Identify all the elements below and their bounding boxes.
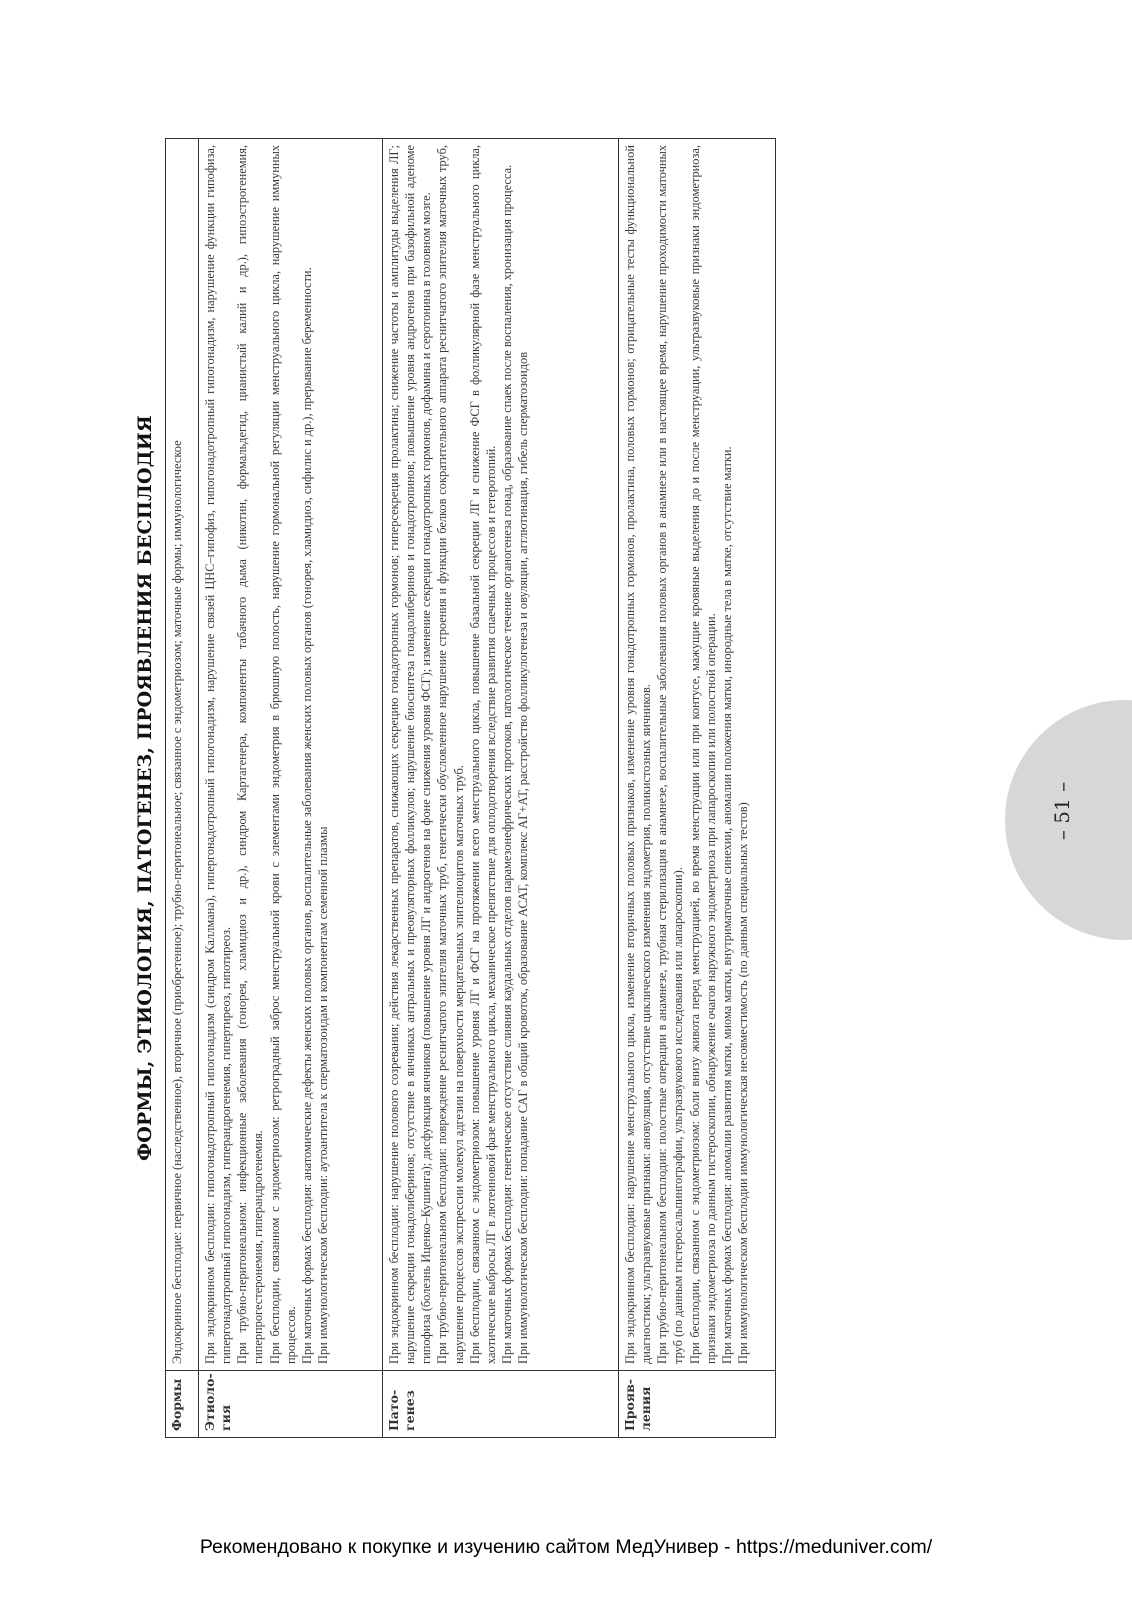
infertility-table: [165, 138, 776, 1438]
table-row-etiology: [199, 139, 383, 1438]
paragraph: При эндокринном бесплодии: нарушение полового созревания; действия лекарственных препаратов, снижающих секрецию гонадотропных гормонов; гиперсекреция пролактина; снижение частоты и амплитуды выделения ЛГ; нарушение секреции гонадолиберинов; отсутствие в яичниках антральных и преовуляторных фолликулов; нарушение биосинтеза гонадолиберинов и гонадотропинов; повышение уровня андрогенов при базофильной аденоме гипофиза (болезнь Иценко–Кушинга); дисфункция яичников (повышение уровня ЛГ и андрогенов на фоне снижения уровня ФСГ); изменение секреции гонадотропных гормонов, дофамина и серотонина в головном мозге.: [387, 145, 434, 1364]
paragraph: При трубно-перитонеальном бесплодии: повреждение реснитчатого эпителия маточных труб, генетически обусловленное нарушение строения и функции белков сократительного аппарата реснитчатого эпителия маточных труб, нарушение процессов экспрессии молекул адгезии на поверхности мерцательных эпителиоцитов маточных труб.: [435, 145, 466, 1364]
paragraph: При трубно-перитонеальном: инфекционные заболевания (гонорея, хламидиоз и др.), синдром Картагенера, компоненты табачного дыма (никотин, формальдегид, цианистый калий и др.), гипоэстрогенемия, гиперпрогестеронемия, гиперандрогенемия.: [235, 145, 266, 1364]
paragraph: При иммунологическом бесплодии: попадание САГ в общий кровоток, образование АСАТ, комплекс АГ+АТ, расстройство фолликулогенеза и овуляции, агглютинация, гибель сперматозоидов: [516, 351, 530, 1364]
page-title: ФОРМЫ, ЭТИОЛОГИЯ, ПАТОГЕНЕЗ, ПРОЯВЛЕНИЯ БЕСПЛОДИЯ: [134, 415, 156, 1161]
paragraph: При бесплодии, связанном с эндометриозом: повышение уровня ЛГ и ФСГ на протяжении всего менструального цикла, повышение базальной секреции ЛГ и снижение ФСГ в фолликулярной фазе менструального цикла, хаотические выбросы ЛГ в лютеиновой фазе менструального цикла, механическое препятствие для оплодотворения вследствие развития спаечных процессов и гетеротопий.: [467, 145, 498, 1364]
table-row-forms: [166, 139, 199, 1438]
table-row-manifestations: [619, 139, 776, 1438]
paragraph: При маточных формах бесплодия: аномалии развития матки, миома матки, внутриматочные синехии, аномалии положения матки, инородные тела в матке, отсутствие матки.: [719, 446, 734, 1364]
paragraph: При эндокринном бесплодии: нарушение менструального цикла, изменение вторичных половых признаков, изменение уровня гонадотропных гормонов, пролактина, половых гормонов; отрицательные тесты функциональной диагностики; ультразвуковые признаки: ановуляция, отсутствие циклического изменения эндометрия, поликистозных яичников.: [623, 145, 654, 1364]
paragraph: При иммунологическом бесплодии: аутоантитела к сперматозоидам и компонентам семенной плазмы: [315, 826, 330, 1364]
paragraph: При эндокринном бесплодии: гипогонадотропный гипогонадизм (синдром Каллмана), гипергонадотропный гипогонадизм, нарушение связей ЦНС–гипофиз, гипогонадотропный гипогонадизм, нарушение функции гипофиза, гипергонадотропный гипогонадизм, гиперандрогенемия, гипертиреоз, гипотиреоз.: [203, 145, 234, 1364]
paragraph: При маточных формах бесплодия: генетическое отсутствие слияния каудальных отделов парамезонефрических протоков, патологическое течение органогенеза гонад, образование спаек после воспаления, хронизация процесса.: [499, 164, 514, 1364]
rotated-content: [125, 138, 775, 1438]
row-header-pathogenesis: Пато-генез: [383, 1371, 619, 1438]
paragraph: Эндокринное бесплодие: первичное (наследственное), вторичное (приобретенное); трубно-перитонеальное; связанное с эндометриозом; маточные формы; иммунологическое: [170, 440, 184, 1364]
paragraph: При бесплодии, связанном с эндометриозом: ретроградный заброс менструальной крови с элементами эндометрия в брюшную полость, нарушение гормональной регуляции менструального цикла, нарушение иммунных процессов.: [267, 145, 298, 1364]
row-header-manifestations: Прояв-ления: [619, 1371, 776, 1438]
row-header-etiology: Этиоло-гия: [199, 1371, 383, 1438]
paragraph: При маточных формах бесплодия: анатомические дефекты женских половых органов, воспалительные заболевания женских половых органов (гонорея, хламидиоз, сифилис и др.), прерывание беременности.: [299, 267, 314, 1364]
footer-recommendation: Рекомендовано к покупке и изучению сайтом МедУнивер - https://meduniver.com/: [199, 1536, 933, 1558]
paragraph: При трубно-перитонеальном бесплодии: полостные операции в анамнезе, трубная стерилизация в анамнезе, воспалительные заболевания половых органов в анамнезе или в настоящее время, нарушение проходимости маточных труб (по данным гистеросальпингографии, ультразвукового исследования или лапароскопии).: [655, 145, 686, 1364]
page-number: – 51 –: [1050, 781, 1074, 841]
paragraph: При бесплодии, связанном с эндометриозом: боли внизу живота перед менструацией, во время менструации или при контусе, мажущие кровяные выделения до и после менструации, ультразвуковые признаки эндометриоза, признаки эндометриоза по данным гистероскопии, обнаружение очагов наружного эндометриоза при лапароскопии или полостной операции.: [687, 145, 718, 1364]
table-row-pathogenesis: [383, 139, 619, 1438]
row-header-forms: Формы: [166, 1371, 199, 1438]
row-body-manifestations: [619, 139, 776, 1371]
row-body-pathogenesis: [383, 139, 619, 1371]
row-body-forms: [166, 139, 199, 1371]
row-body-etiology: [199, 139, 383, 1371]
paragraph: При иммунологическом бесплодии иммунологическая несовместимость (по данным специальных тестов): [735, 802, 750, 1364]
